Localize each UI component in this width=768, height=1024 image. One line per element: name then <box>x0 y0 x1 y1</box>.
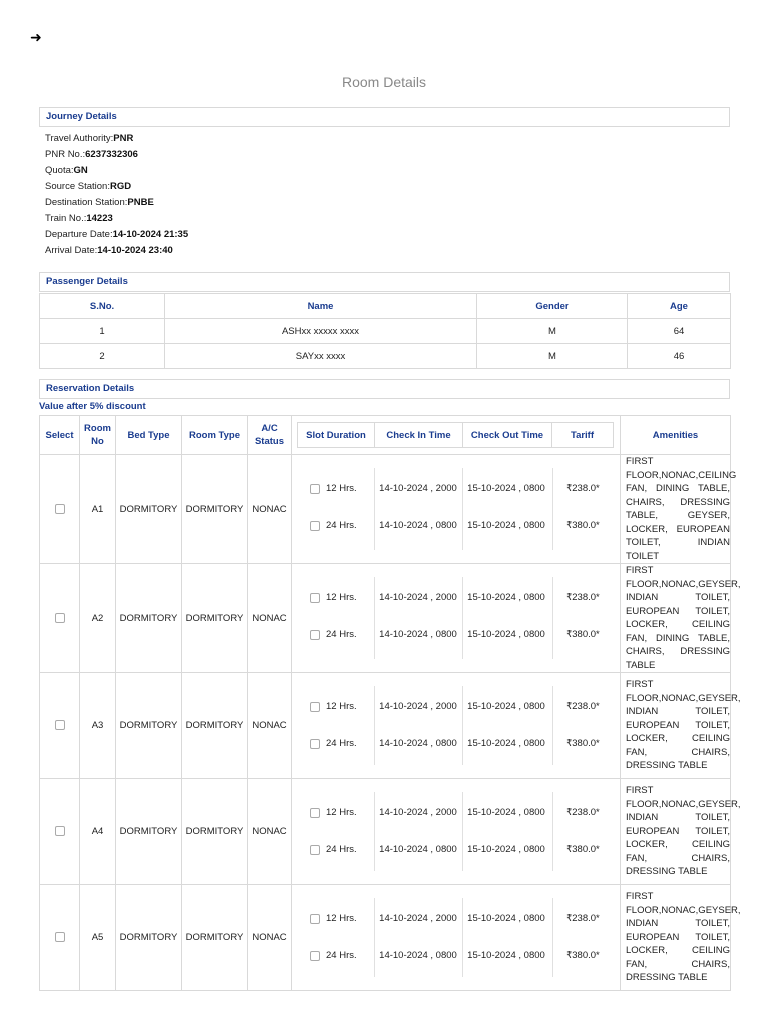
slot-check-out: 15-10-2024 , 0800 <box>467 949 545 961</box>
col-room-no: Room No <box>80 416 116 455</box>
passenger-col-header: Name <box>165 294 477 319</box>
slot-duration <box>310 688 367 725</box>
room-bed-type: DORMITORY <box>116 885 182 991</box>
slot-check-out: 15-10-2024 , 0800 <box>467 806 545 818</box>
room-amenities: FIRST FLOOR,NONAC,GEYSER, INDIAN TOILET, EUROPEAN TOILET, LOCKER, CEILING FAN, CHAIRS, DRESSING TABLE <box>621 673 731 779</box>
slot-check-in: 14-10-2024 , 0800 <box>379 843 457 855</box>
slot-check-out: 15-10-2024 , 0800 <box>467 843 545 855</box>
page-title: Room Details <box>341 74 427 90</box>
slot-checkbox[interactable] <box>310 951 320 961</box>
slot-option <box>292 616 620 653</box>
slot-option <box>292 725 620 762</box>
slot-tariff: ₹380.0* <box>566 737 600 749</box>
room-select-cell <box>40 779 80 885</box>
slot-checkbox[interactable] <box>310 914 320 924</box>
slot-checkbox[interactable] <box>310 845 320 855</box>
journey-field-label: Departure Date: <box>45 229 113 240</box>
room-select-checkbox[interactable] <box>55 720 65 730</box>
slot-options <box>292 885 621 991</box>
slot-duration-label: 12 Hrs. <box>326 806 357 818</box>
slot-duration-label: 24 Hrs. <box>326 737 357 749</box>
slot-option <box>292 579 620 616</box>
journey-field-label: Destination Station: <box>45 197 128 208</box>
slot-duration <box>310 507 367 544</box>
room-room-no: A4 <box>80 779 116 885</box>
slot-duration-label: 12 Hrs. <box>326 482 357 494</box>
room-ac-status: NONAC <box>248 885 292 991</box>
reservation-table <box>39 415 741 991</box>
journey-field-label: PNR No.: <box>45 149 86 160</box>
slot-check-out: 15-10-2024 , 0800 <box>467 737 545 749</box>
slot-duration <box>310 937 367 974</box>
slot-check-out: 15-10-2024 , 0800 <box>467 912 545 924</box>
col-amenities: Amenities <box>621 416 731 455</box>
slot-options <box>292 455 621 564</box>
slot-check-out: 15-10-2024 , 0800 <box>467 591 545 603</box>
room-select-cell <box>40 673 80 779</box>
slot-tariff: ₹238.0* <box>566 591 600 603</box>
journey-details <box>45 132 188 260</box>
col-bed-type: Bed Type <box>116 416 182 455</box>
passenger-cell: SAYxx xxxx <box>165 344 477 369</box>
room-room-no: A1 <box>80 455 116 564</box>
journey-field-value: PNR <box>113 133 134 144</box>
slot-checkbox[interactable] <box>310 808 320 818</box>
room-amenities: FIRST FLOOR,NONAC,CEILING FAN, DINING TABLE, CHAIRS, DRESSING TABLE, GEYSER, LOCKER, EUROPEAN TOILET, INDIAN TOILET <box>621 455 731 564</box>
col-ac-status: A/C Status <box>248 416 292 455</box>
slot-check-out: 15-10-2024 , 0800 <box>467 482 545 494</box>
room-bed-type: DORMITORY <box>116 455 182 564</box>
col-room-type: Room Type <box>182 416 248 455</box>
room-row <box>40 885 731 991</box>
room-select-checkbox[interactable] <box>55 826 65 836</box>
passenger-cell: 1 <box>40 319 165 344</box>
slot-tariff: ₹238.0* <box>566 912 600 924</box>
slot-duration <box>310 579 367 616</box>
col-check-in: Check In Time <box>374 422 463 448</box>
slot-duration-label: 12 Hrs. <box>326 912 357 924</box>
journey-details-header: Journey Details <box>39 107 730 127</box>
journey-field-value: 14-10-2024 23:40 <box>97 245 173 256</box>
col-select: Select <box>40 416 80 455</box>
room-amenities: FIRST FLOOR,NONAC,GEYSER, INDIAN TOILET, EUROPEAN TOILET, LOCKER, CEILING FAN, DINING TABLE, CHAIRS, DRESSING TABLE <box>621 564 731 673</box>
slot-check-in: 14-10-2024 , 2000 <box>379 482 457 494</box>
room-room-no: A5 <box>80 885 116 991</box>
journey-field <box>45 212 188 228</box>
col-tariff: Tariff <box>551 422 614 448</box>
journey-field <box>45 148 188 164</box>
slot-checkbox[interactable] <box>310 630 320 640</box>
room-select-cell <box>40 564 80 673</box>
slot-options <box>292 673 621 779</box>
journey-field <box>45 164 188 180</box>
journey-field-value: GN <box>73 165 88 176</box>
slot-duration-label: 24 Hrs. <box>326 628 357 640</box>
slot-option <box>292 900 620 937</box>
reservation-details-header: Reservation Details <box>39 379 730 399</box>
journey-field-label: Quota: <box>45 165 74 176</box>
journey-field-value: PNBE <box>127 197 154 208</box>
room-room-no: A3 <box>80 673 116 779</box>
slot-duration <box>310 900 367 937</box>
slot-options <box>292 779 621 885</box>
journey-field <box>45 180 188 196</box>
slot-check-out: 15-10-2024 , 0800 <box>467 700 545 712</box>
room-row <box>40 779 731 885</box>
journey-field-value: 14223 <box>86 213 113 224</box>
slot-option <box>292 688 620 725</box>
slot-option <box>292 794 620 831</box>
slot-check-out: 15-10-2024 , 0800 <box>467 628 545 640</box>
journey-field <box>45 132 188 148</box>
room-row <box>40 673 731 779</box>
passenger-row <box>40 344 731 369</box>
journey-field-label: Train No.: <box>45 213 87 224</box>
slot-duration <box>310 470 367 507</box>
slot-duration-label: 24 Hrs. <box>326 949 357 961</box>
room-room-type: DORMITORY <box>182 779 248 885</box>
slot-check-in: 14-10-2024 , 2000 <box>379 591 457 603</box>
slot-option <box>292 470 620 507</box>
slot-tariff: ₹238.0* <box>566 482 600 494</box>
slot-check-out: 15-10-2024 , 0800 <box>467 519 545 531</box>
room-select-checkbox[interactable] <box>55 932 65 942</box>
slot-check-in: 14-10-2024 , 2000 <box>379 700 457 712</box>
room-room-no: A2 <box>80 564 116 673</box>
slot-check-in: 14-10-2024 , 2000 <box>379 806 457 818</box>
room-bed-type: DORMITORY <box>116 673 182 779</box>
journey-field <box>45 244 188 260</box>
back-arrow-icon[interactable]: ➜ <box>30 29 42 45</box>
room-bed-type: DORMITORY <box>116 564 182 673</box>
room-row <box>40 564 731 673</box>
journey-field <box>45 196 188 212</box>
slot-duration-label: 12 Hrs. <box>326 591 357 603</box>
col-slot-duration: Slot Duration <box>297 422 375 448</box>
col-slot-group <box>292 416 621 455</box>
slot-tariff: ₹380.0* <box>566 949 600 961</box>
slot-duration <box>310 616 367 653</box>
discount-note: Value after 5% discount <box>39 401 146 412</box>
slot-option <box>292 507 620 544</box>
room-bed-type: DORMITORY <box>116 779 182 885</box>
col-check-out: Check Out Time <box>462 422 552 448</box>
journey-field-label: Travel Authority: <box>45 133 114 144</box>
slot-options <box>292 564 621 673</box>
room-ac-status: NONAC <box>248 673 292 779</box>
passenger-cell: 64 <box>628 319 731 344</box>
passenger-details-header: Passenger Details <box>39 272 730 292</box>
journey-field-label: Arrival Date: <box>45 245 98 256</box>
slot-check-in: 14-10-2024 , 0800 <box>379 519 457 531</box>
journey-field-value: RGD <box>109 181 132 192</box>
passenger-cell: ASHxx xxxxx xxxx <box>165 319 477 344</box>
room-ac-status: NONAC <box>248 455 292 564</box>
slot-checkbox[interactable] <box>310 593 320 603</box>
slot-duration <box>310 725 367 762</box>
room-ac-status: NONAC <box>248 564 292 673</box>
journey-field-value: 14-10-2024 21:35 <box>112 229 189 240</box>
journey-field-value: 6237332306 <box>85 149 138 160</box>
passenger-col-header: Age <box>628 294 731 319</box>
room-select-checkbox[interactable] <box>55 613 65 623</box>
slot-duration <box>310 794 367 831</box>
slot-tariff: ₹380.0* <box>566 519 600 531</box>
room-select-checkbox[interactable] <box>55 504 65 514</box>
slot-duration <box>310 831 367 868</box>
passenger-cell: M <box>477 319 628 344</box>
passenger-table <box>39 293 731 369</box>
room-ac-status: NONAC <box>248 779 292 885</box>
slot-checkbox[interactable] <box>310 484 320 494</box>
slot-check-in: 14-10-2024 , 0800 <box>379 737 457 749</box>
slot-tariff: ₹238.0* <box>566 806 600 818</box>
slot-duration-label: 24 Hrs. <box>326 843 357 855</box>
journey-field-label: Source Station: <box>45 181 110 192</box>
passenger-cell: 2 <box>40 344 165 369</box>
room-room-type: DORMITORY <box>182 564 248 673</box>
room-select-cell <box>40 455 80 564</box>
room-room-type: DORMITORY <box>182 455 248 564</box>
room-amenities: FIRST FLOOR,NONAC,GEYSER, INDIAN TOILET, EUROPEAN TOILET, LOCKER, CEILING FAN, CHAIRS, DRESSING TABLE <box>621 779 731 885</box>
room-select-cell <box>40 885 80 991</box>
slot-check-in: 14-10-2024 , 2000 <box>379 912 457 924</box>
slot-duration-label: 24 Hrs. <box>326 519 357 531</box>
slot-duration-label: 12 Hrs. <box>326 700 357 712</box>
room-row <box>40 455 731 564</box>
slot-option <box>292 831 620 868</box>
passenger-row <box>40 319 731 344</box>
slot-check-in: 14-10-2024 , 0800 <box>379 628 457 640</box>
slot-tariff: ₹238.0* <box>566 700 600 712</box>
slot-checkbox[interactable] <box>310 521 320 531</box>
passenger-cell: 46 <box>628 344 731 369</box>
room-room-type: DORMITORY <box>182 673 248 779</box>
slot-checkbox[interactable] <box>310 739 320 749</box>
slot-checkbox[interactable] <box>310 702 320 712</box>
passenger-col-header: Gender <box>477 294 628 319</box>
passenger-col-header: S.No. <box>40 294 165 319</box>
room-room-type: DORMITORY <box>182 885 248 991</box>
slot-tariff: ₹380.0* <box>566 843 600 855</box>
slot-check-in: 14-10-2024 , 0800 <box>379 949 457 961</box>
slot-option <box>292 937 620 974</box>
slot-tariff: ₹380.0* <box>566 628 600 640</box>
passenger-cell: M <box>477 344 628 369</box>
journey-field <box>45 228 188 244</box>
room-amenities: FIRST FLOOR,NONAC,GEYSER, INDIAN TOILET, EUROPEAN TOILET, LOCKER, CEILING FAN, CHAIRS, DRESSING TABLE <box>621 885 731 991</box>
